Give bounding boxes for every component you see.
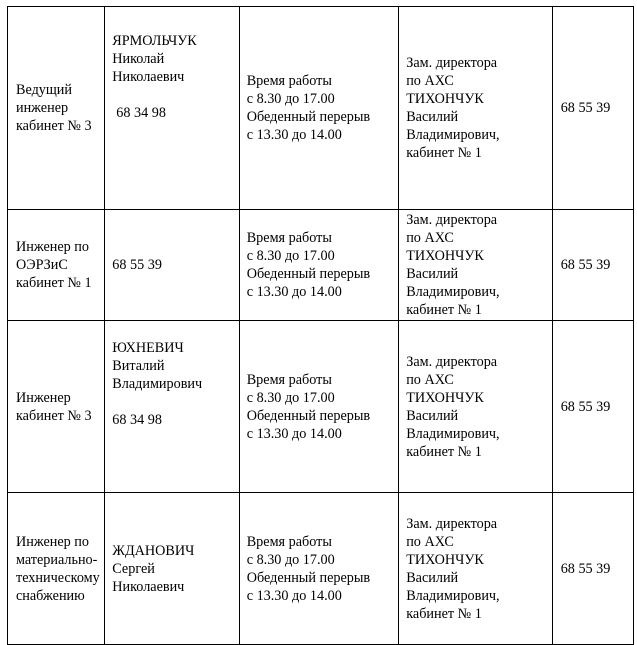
- position-line: инженер: [16, 100, 69, 116]
- position-line: снабжению: [16, 587, 85, 604]
- person-first-name: Виталий: [112, 358, 165, 374]
- hours-line: с 13.30 до 14.00: [246, 425, 342, 442]
- supervisor-line: кабинет № 1: [406, 145, 482, 161]
- hours-line: Время работы: [246, 533, 332, 550]
- hours-line: Обеденный перерыв: [246, 109, 371, 125]
- supervisor-line: ТИХОНЧУК: [406, 389, 484, 406]
- person-cell: [105, 321, 239, 493]
- person-surname: ЯРМОЛЬЧУК: [112, 33, 197, 49]
- supervisor-line: ТИХОНЧУК: [406, 551, 484, 568]
- hours-line: Обеденный перерыв: [246, 266, 371, 282]
- person-cell: [105, 493, 239, 645]
- contacts-table: [7, 6, 634, 645]
- table-row: [8, 210, 634, 321]
- table-row: [8, 321, 634, 493]
- hours-line: с 8.30 до 17.00: [246, 551, 335, 568]
- supervisor-line: Зам. директора: [406, 515, 498, 532]
- supervisor-line: Василий: [406, 407, 459, 424]
- position-line: кабинет № 3: [16, 407, 92, 424]
- person-phone: 68 34 98: [112, 412, 162, 428]
- supervisor-line: по АХС: [406, 73, 454, 89]
- person-surname: ЮХНЕВИЧ: [112, 340, 184, 356]
- person-patronymic: Николаевич: [112, 578, 185, 595]
- person-cell: [105, 210, 239, 321]
- hours-cell: [239, 321, 399, 493]
- hours-line: с 8.30 до 17.00: [246, 248, 335, 264]
- position-line: ОЭРЗиС: [16, 257, 68, 273]
- supervisor-phone-cell: 68 55 39: [552, 321, 633, 493]
- supervisor-phone-cell: 68 55 39: [552, 493, 633, 645]
- hours-line: Время работы: [246, 230, 332, 246]
- position-cell: [8, 493, 105, 645]
- supervisor-line: по АХС: [406, 230, 454, 246]
- position-line: Инженер: [16, 389, 71, 406]
- table-row: [8, 493, 634, 645]
- person-cell: [105, 7, 239, 210]
- position-line: Инженер по: [16, 533, 89, 550]
- supervisor-line: Василий: [406, 109, 459, 125]
- person-phone: 68 34 98: [116, 105, 166, 121]
- person-phone: 68 55 39: [112, 257, 162, 273]
- supervisor-line: Зам. директора: [406, 55, 498, 71]
- position-line: Ведущий: [16, 82, 72, 98]
- supervisor-cell: [399, 7, 552, 210]
- supervisor-phone-cell: 68 55 39: [552, 7, 633, 210]
- hours-line: Время работы: [246, 73, 332, 89]
- hours-cell: [239, 7, 399, 210]
- hours-line: Обеденный перерыв: [246, 569, 371, 586]
- hours-cell: [239, 210, 399, 321]
- supervisor-line: Владимирович,: [406, 127, 500, 143]
- hours-cell: [239, 493, 399, 645]
- position-cell: [8, 321, 105, 493]
- supervisor-cell: [399, 493, 552, 645]
- supervisor-line: ТИХОНЧУК: [406, 91, 484, 107]
- person-patronymic: Николаевич: [112, 69, 185, 85]
- position-line: кабинет № 1: [16, 275, 92, 291]
- supervisor-line: Владимирович,: [406, 587, 500, 604]
- hours-line: с 8.30 до 17.00: [246, 91, 335, 107]
- supervisor-cell: [399, 321, 552, 493]
- hours-line: Обеденный перерыв: [246, 407, 371, 424]
- supervisor-line: по АХС: [406, 533, 454, 550]
- position-line: техническому: [16, 569, 100, 586]
- supervisor-line: ТИХОНЧУК: [406, 248, 484, 264]
- person-patronymic: Владимирович: [112, 376, 203, 392]
- table-row: [8, 7, 634, 210]
- position-cell: [8, 210, 105, 321]
- person-surname: ЖДАНОВИЧ: [112, 542, 195, 559]
- position-line: материально-: [16, 551, 98, 568]
- supervisor-line: Владимирович,: [406, 284, 500, 300]
- hours-line: с 13.30 до 14.00: [246, 587, 342, 604]
- supervisor-phone-cell: 68 55 39: [552, 210, 633, 321]
- hours-line: Время работы: [246, 371, 332, 388]
- hours-line: с 8.30 до 17.00: [246, 389, 335, 406]
- supervisor-line: кабинет № 1: [406, 302, 482, 318]
- supervisor-line: Василий: [406, 569, 459, 586]
- supervisor-line: Владимирович,: [406, 425, 500, 442]
- hours-line: с 13.30 до 14.00: [246, 127, 342, 143]
- supervisor-line: по АХС: [406, 371, 454, 388]
- supervisor-line: Зам. директора: [406, 212, 498, 228]
- position-cell: [8, 7, 105, 210]
- supervisor-line: Зам. директора: [406, 353, 498, 370]
- hours-line: с 13.30 до 14.00: [246, 284, 342, 300]
- supervisor-cell: [399, 210, 552, 321]
- position-line: кабинет № 3: [16, 118, 92, 134]
- position-line: Инженер по: [16, 239, 89, 255]
- supervisor-line: кабинет № 1: [406, 443, 482, 460]
- supervisor-line: Василий: [406, 266, 459, 282]
- person-first-name: Сергей: [112, 560, 155, 577]
- supervisor-line: кабинет № 1: [406, 605, 482, 622]
- person-first-name: Николай: [112, 51, 165, 67]
